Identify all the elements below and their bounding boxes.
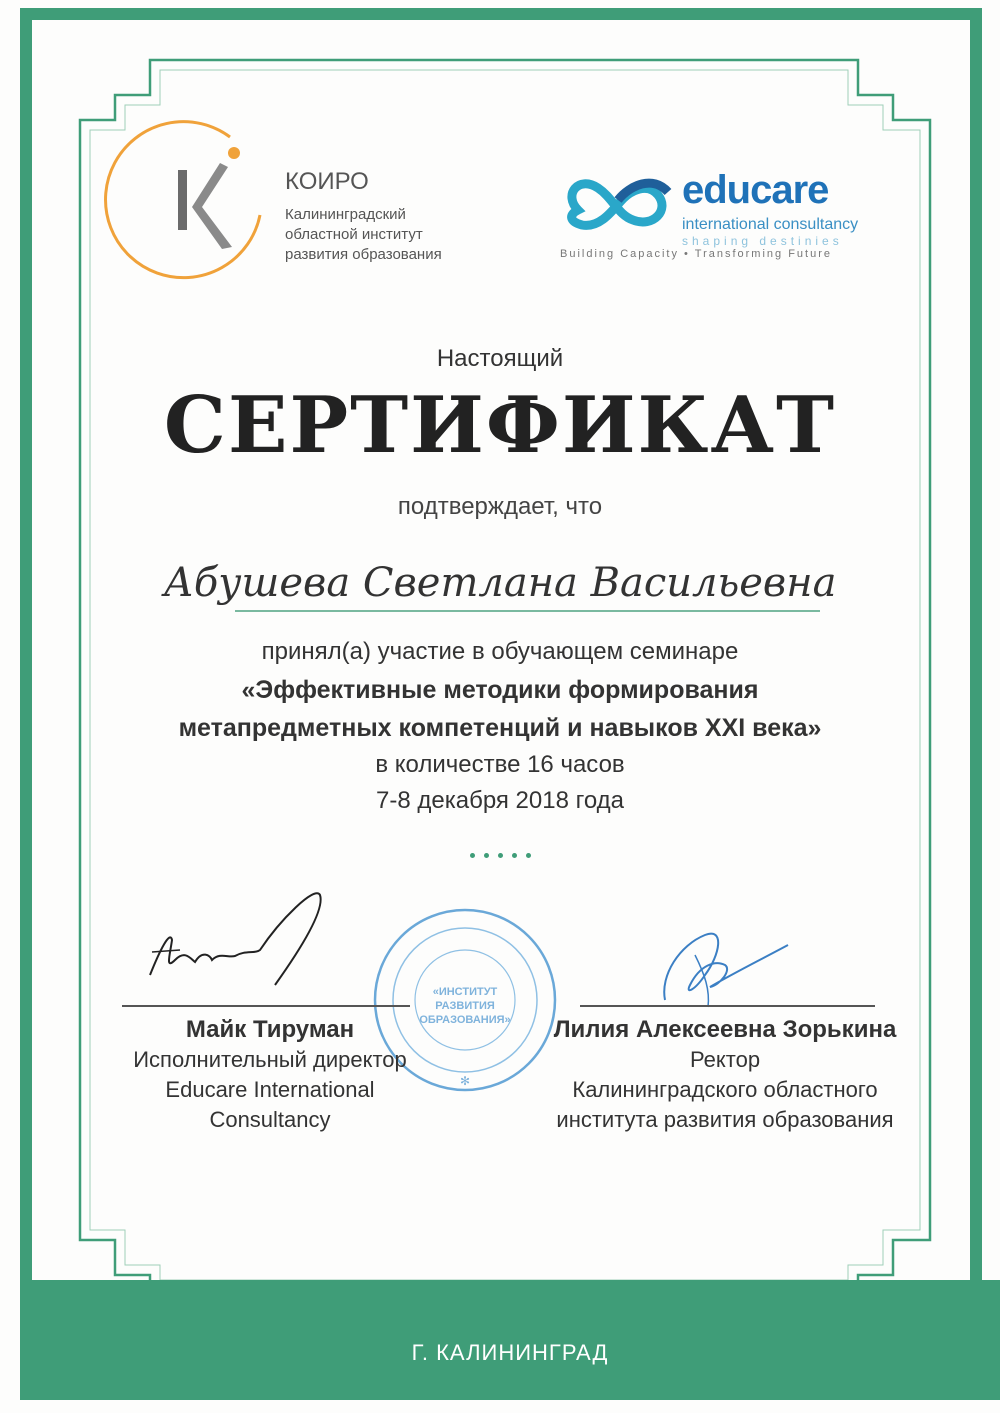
educare-tagline: Building Capacity • Transforming Future	[560, 248, 832, 260]
right-signatory-org-line1: Калининградского областного	[572, 1077, 878, 1102]
right-signatory-name: Лилия Алексеевна Зорькина	[553, 1016, 897, 1043]
left-signatory-role: Исполнительный директор	[133, 1047, 407, 1072]
right-signature-line	[580, 1005, 875, 1007]
educare-name: educare	[682, 168, 829, 212]
koiro-description: Калининградский областной институт развития образования	[285, 206, 442, 263]
certificate-intro: Настоящий	[436, 345, 564, 372]
recipient-name: Абушева Светлана Васильевна	[163, 560, 837, 606]
left-signature-icon	[140, 880, 330, 990]
footer-city: Г. КАЛИНИНГРАД	[411, 1340, 609, 1365]
participation-text: принял(а) участие в обучающем семинаре	[261, 638, 739, 665]
right-signatory	[535, 1015, 915, 1135]
left-signatory-name: Майк Тируман	[185, 1016, 355, 1043]
educare-motto: shaping destinies	[682, 234, 843, 248]
left-signatory-org-line2: Consultancy	[209, 1107, 331, 1132]
recipient-underline	[235, 610, 820, 612]
right-signature-icon	[650, 915, 790, 1015]
stamp-line-3: ОБРАЗОВАНИЯ»	[419, 1014, 511, 1026]
left-signature-line	[122, 1005, 410, 1007]
seminar-title-line1: «Эффективные методики формирования	[241, 676, 759, 704]
footer-band	[20, 1280, 1000, 1400]
certificate-confirms: подтверждает, что	[397, 493, 603, 520]
left-signatory-org-line1: Educare International	[165, 1077, 375, 1102]
certificate-title: СЕРТИФИКАТ	[163, 380, 837, 471]
decorative-dots	[470, 845, 540, 863]
dates-text: 7-8 декабря 2018 года	[375, 787, 625, 814]
stamp-line-2: РАЗВИТИЯ	[435, 1000, 495, 1012]
left-signatory	[110, 1015, 430, 1135]
educare-subtitle: international consultancy	[682, 216, 859, 233]
right-signatory-org-line2: института развития образования	[556, 1107, 894, 1132]
svg-text:✻: ✻	[459, 1074, 471, 1088]
seminar-title-line2: метапредметных компетенций и навыков XXI века»	[178, 714, 822, 742]
stamp-line-1: «ИНСТИТУТ	[432, 986, 498, 998]
koiro-name: КОИРО	[285, 168, 369, 195]
koiro-logo-icon	[100, 115, 275, 290]
hours-text: в количестве 16 часов	[375, 751, 625, 778]
right-signatory-role: Ректор	[689, 1047, 761, 1072]
educare-infinity-logo-icon	[558, 170, 678, 245]
